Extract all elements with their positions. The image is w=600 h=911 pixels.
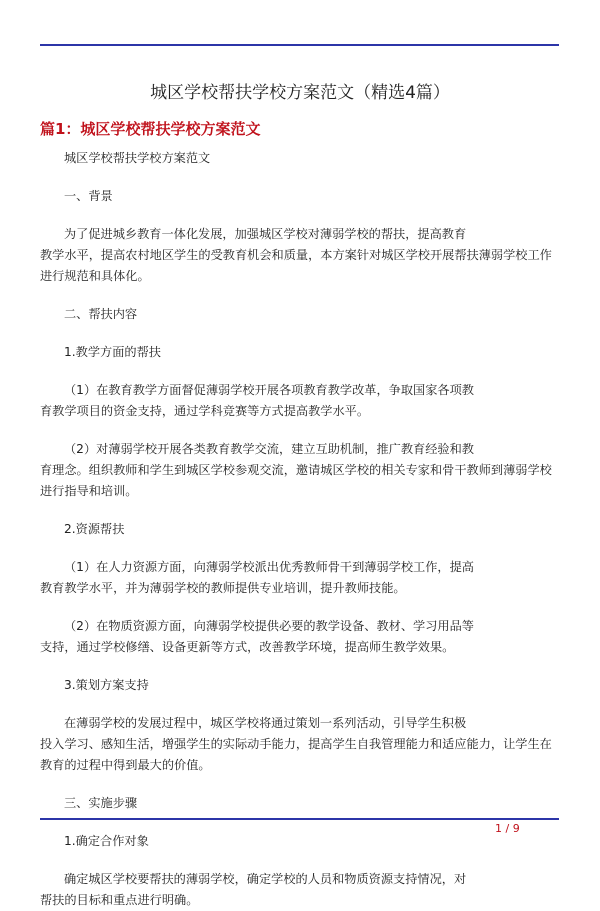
text-line: （2）对薄弱学校开展各类教育教学交流，建立互助机制，推广教育经验和教 bbox=[64, 442, 474, 456]
footer-rule bbox=[40, 818, 559, 820]
page-number: 1 / 9 bbox=[495, 822, 520, 835]
paragraph bbox=[40, 713, 560, 776]
text-line: （1）在人力资源方面，向薄弱学校派出优秀教师骨干到薄弱学校工作，提高 bbox=[64, 560, 474, 574]
paragraph bbox=[40, 519, 560, 540]
text-line: 进行规范和具体化。 bbox=[40, 269, 150, 283]
text-line: 1.教学方面的帮扶 bbox=[64, 345, 161, 359]
text-line: 为了促进城乡教育一体化发展，加强城区学校对薄弱学校的帮扶，提高教育 bbox=[64, 227, 467, 241]
section-heading: 篇1：城区学校帮扶学校方案范文 bbox=[40, 120, 261, 138]
text-line: 育教学项目的资金支持，通过学科竞赛等方式提高教学水平。 bbox=[40, 404, 370, 418]
paragraph bbox=[40, 380, 560, 422]
text-line: 育理念。组织教师和学生到城区学校参观交流，邀请城区学校的相关专家和骨干教师到薄弱学校 bbox=[40, 463, 552, 477]
text-line: 在薄弱学校的发展过程中，城区学校将通过策划一系列活动，引导学生积极 bbox=[64, 716, 467, 730]
text-line: 教育的过程中得到最大的价值。 bbox=[40, 758, 211, 772]
text-line: 确定城区学校要帮扶的薄弱学校，确定学校的人员和物质资源支持情况，对 bbox=[64, 872, 467, 886]
paragraph bbox=[40, 793, 560, 814]
text-line: （1）在教育教学方面督促薄弱学校开展各项教育教学改革，争取国家各项教 bbox=[64, 383, 474, 397]
paragraph bbox=[40, 224, 560, 287]
paragraph bbox=[40, 439, 560, 502]
text-line: 支持，通过学校修缮、设备更新等方式，改善教学环境，提高师生教学效果。 bbox=[40, 640, 455, 654]
text-line: 一、背景 bbox=[64, 189, 113, 203]
paragraph bbox=[40, 616, 560, 658]
text-line: 投入学习、感知生活，增强学生的实际动手能力，提高学生自我管理能力和适应能力，让学生在 bbox=[40, 737, 552, 751]
text-line: 1.确定合作对象 bbox=[64, 834, 149, 848]
text-line: 教学水平，提高农村地区学生的受教育机会和质量，本方案针对城区学校开展帮扶薄弱学校工作 bbox=[40, 248, 552, 262]
text-line: （2）在物质资源方面，向薄弱学校提供必要的教学设备、教材、学习用品等 bbox=[64, 619, 474, 633]
text-line: 帮扶的目标和重点进行明确。 bbox=[40, 893, 199, 907]
paragraph bbox=[40, 148, 560, 169]
paragraph bbox=[40, 869, 560, 911]
text-line: 三、实施步骤 bbox=[64, 796, 138, 810]
text-line: 二、帮扶内容 bbox=[64, 307, 138, 321]
text-line: 3.策划方案支持 bbox=[64, 678, 149, 692]
document-body bbox=[40, 148, 560, 911]
paragraph bbox=[40, 186, 560, 207]
text-line: 城区学校帮扶学校方案范文 bbox=[64, 151, 211, 165]
paragraph bbox=[40, 557, 560, 599]
header-rule bbox=[40, 44, 559, 46]
text-line: 2.资源帮扶 bbox=[64, 522, 125, 536]
paragraph bbox=[40, 675, 560, 696]
text-line: 教育教学水平，并为薄弱学校的教师提供专业培训，提升教师技能。 bbox=[40, 581, 406, 595]
document-title: 城区学校帮扶学校方案范文（精选4篇） bbox=[150, 83, 450, 103]
paragraph bbox=[40, 304, 560, 325]
text-line: 进行指导和培训。 bbox=[40, 484, 138, 498]
paragraph bbox=[40, 342, 560, 363]
